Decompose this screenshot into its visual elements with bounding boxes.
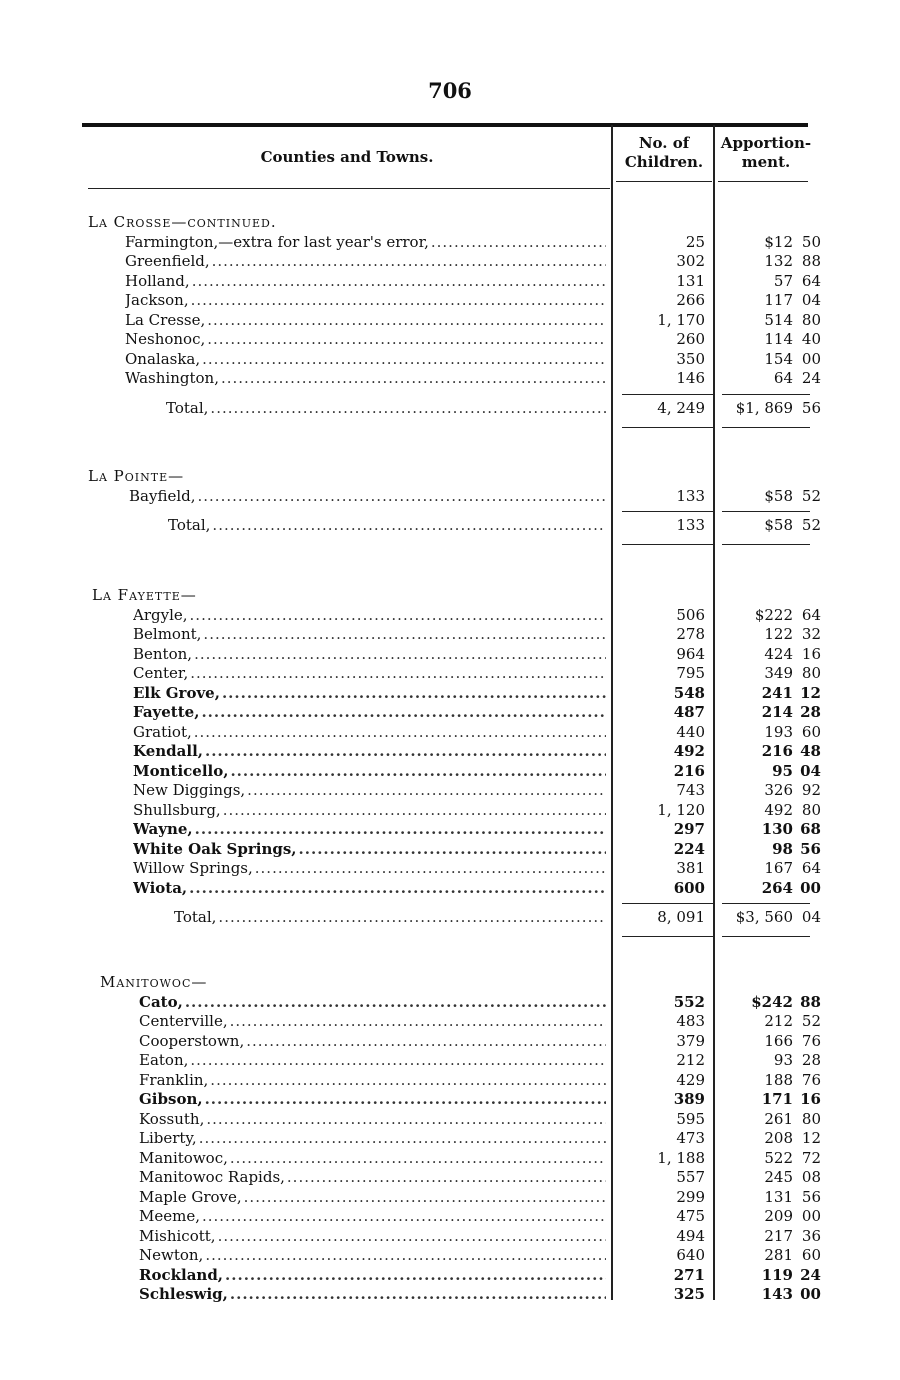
apportionment-dollars: 209 — [764, 1207, 793, 1225]
town-name — [125, 368, 606, 388]
table-row — [0, 741, 900, 761]
table-row — [0, 271, 900, 291]
apportionment-dollars: 64 — [773, 369, 793, 387]
table-row — [0, 290, 900, 310]
town-name — [139, 1245, 606, 1265]
apportionment-dollars: 154 — [764, 349, 793, 368]
total-rule — [622, 903, 714, 904]
town-name — [133, 800, 606, 820]
table-row — [0, 329, 900, 349]
children-count: 595 — [676, 1109, 705, 1128]
children-count: 964 — [676, 644, 705, 663]
apportionment-dollars: 217 — [764, 1226, 793, 1245]
table-row — [0, 644, 900, 664]
children-count: 1, 188 — [657, 1148, 705, 1167]
town-name-text: Greenfield, — [125, 252, 210, 270]
town-name-text: Monticello, — [133, 761, 229, 780]
children-count: 350 — [676, 349, 705, 368]
children-count: 381 — [676, 859, 705, 877]
apportionment-cents: 32 — [801, 625, 821, 643]
total-row — [0, 398, 900, 418]
town-name — [125, 329, 606, 349]
apportionment-dollars: 130 — [761, 820, 793, 838]
table-row — [0, 702, 900, 722]
table-row — [0, 683, 900, 703]
table-row — [0, 1265, 900, 1285]
table-row — [0, 1245, 900, 1265]
apportionment-cents: 24 — [801, 369, 821, 387]
children-count: 325 — [673, 1285, 705, 1303]
town-name — [133, 780, 606, 800]
town-name-text: Onalaska, — [125, 349, 201, 368]
apportionment-cents: 08 — [801, 1168, 821, 1186]
children-count: 146 — [676, 369, 705, 387]
apportionment-cents: 52 — [801, 516, 821, 534]
apportionment-cents: 16 — [801, 644, 821, 663]
children-count: 552 — [673, 992, 705, 1011]
town-name-text: Farmington,—extra for last year's error, — [125, 232, 429, 251]
town-name-text: Centerville, — [139, 1012, 228, 1030]
children-count: 600 — [673, 878, 705, 897]
town-name-text: Cooperstown, — [139, 1031, 245, 1050]
apportionment-dollars: 193 — [764, 722, 793, 741]
apportionment-cents: 04 — [801, 908, 821, 926]
total-rule — [722, 903, 810, 904]
table-row — [0, 1148, 900, 1168]
apportionment-cents: 52 — [801, 486, 821, 505]
children-count: 216 — [673, 761, 705, 780]
town-name — [133, 644, 606, 664]
table-row — [0, 1109, 900, 1129]
apportionment-dollars: 131 — [764, 1187, 793, 1206]
town-name — [133, 858, 606, 878]
children-count: 278 — [676, 625, 705, 643]
town-name — [133, 663, 606, 683]
total-rule — [722, 511, 810, 512]
town-name — [125, 349, 606, 369]
children-count: 260 — [676, 330, 705, 348]
town-name-text: Argyle, — [133, 605, 188, 624]
town-name-text: White Oak Springs, — [133, 839, 297, 858]
apportionment-dollars: 492 — [764, 800, 793, 819]
apportionment-cents: 12 — [800, 683, 821, 702]
children-count: 266 — [676, 291, 705, 309]
table-row — [0, 251, 900, 271]
children-count: 379 — [676, 1031, 705, 1050]
apportionment-dollars: $58 — [764, 486, 793, 505]
total-label-text: Total, — [168, 516, 211, 534]
table-row — [0, 780, 900, 800]
apportionment-cents: 64 — [801, 271, 821, 290]
apportionment-dollars: 241 — [761, 683, 793, 702]
children-count: 473 — [676, 1129, 705, 1147]
table-row — [0, 310, 900, 330]
apportionment-cents: 28 — [800, 703, 821, 721]
apportionment-cents: 56 — [800, 839, 821, 858]
table-row — [0, 624, 900, 644]
children-count: 4, 249 — [657, 398, 705, 417]
apportionment-dollars: 119 — [761, 1265, 793, 1284]
apportionment-cents: 00 — [801, 1207, 821, 1225]
children-count: 429 — [676, 1070, 705, 1089]
table-row — [0, 1128, 900, 1148]
apportionment-cents: 24 — [800, 1265, 821, 1284]
apportionment-cents: 88 — [801, 252, 821, 270]
town-name — [139, 1089, 606, 1109]
apportionment-dollars: 93 — [773, 1051, 793, 1069]
table-row — [0, 992, 900, 1012]
table-row — [0, 800, 900, 820]
children-count: 1, 120 — [657, 800, 705, 819]
total-rule — [622, 511, 714, 512]
apportionment-dollars: $12 — [764, 232, 793, 251]
apportionment-cents: 36 — [801, 1226, 821, 1245]
apportionment-cents: 40 — [801, 330, 821, 348]
apportionment-cents: 60 — [801, 722, 821, 741]
apportionment-dollars: 326 — [764, 781, 793, 799]
town-name — [139, 1070, 606, 1090]
children-count: 224 — [673, 839, 705, 858]
town-name-text: Manitowoc Rapids, — [139, 1168, 285, 1186]
town-name — [133, 702, 606, 722]
apportionment-cents: 56 — [801, 1187, 821, 1206]
table-row — [0, 605, 900, 625]
town-name — [139, 1148, 606, 1168]
apportionment-cents: 64 — [801, 859, 821, 877]
table-row — [0, 349, 900, 369]
town-name — [139, 992, 606, 1012]
table-row — [0, 1206, 900, 1226]
table-row — [0, 1226, 900, 1246]
town-name-text: Holland, — [125, 271, 190, 290]
apportionment-dollars: 208 — [764, 1129, 793, 1147]
town-name — [125, 251, 606, 271]
table-row — [0, 1031, 900, 1051]
town-name-text: Fayette, — [133, 703, 200, 721]
apportionment-cents: 80 — [801, 664, 821, 682]
town-name — [139, 1167, 606, 1187]
table-row — [0, 486, 900, 506]
town-name-text: Manitowoc, — [139, 1148, 228, 1167]
town-name — [133, 605, 606, 625]
children-count: 302 — [676, 252, 705, 270]
table-row — [0, 1167, 900, 1187]
apportionment-cents: 50 — [801, 232, 821, 251]
town-name — [139, 1050, 606, 1070]
children-count: 795 — [676, 664, 705, 682]
total-label — [166, 398, 606, 418]
apportionment-cents: 00 — [801, 349, 821, 368]
page-number: 706 — [428, 78, 472, 103]
apportionment-dollars: 245 — [764, 1168, 793, 1186]
town-name — [133, 722, 606, 742]
apportionment-cents: 76 — [801, 1070, 821, 1089]
apportionment-dollars: 212 — [764, 1012, 793, 1030]
total-rule — [622, 394, 714, 395]
town-name — [139, 1226, 606, 1246]
total-double-rule — [622, 936, 714, 937]
town-name-text: Cato, — [139, 992, 183, 1011]
apportionment-dollars: 424 — [764, 644, 793, 663]
town-name — [133, 878, 606, 898]
children-count: 25 — [685, 232, 705, 251]
table-row — [0, 819, 900, 839]
town-name-text: La Cresse, — [125, 310, 206, 329]
apportionment-dollars: 514 — [764, 310, 793, 329]
apportionment-cents: 04 — [800, 761, 821, 780]
town-name-text: Gratiot, — [133, 722, 192, 741]
apportionment-cents: 92 — [801, 781, 821, 799]
total-double-rule — [622, 544, 714, 545]
apportionment-cents: 00 — [800, 878, 821, 897]
children-count: 487 — [673, 703, 705, 721]
children-count: 483 — [676, 1012, 705, 1030]
apportionment-cents: 64 — [801, 605, 821, 624]
apportionment-dollars: $3, 560 — [735, 908, 793, 926]
county-heading: La Fayette— — [92, 586, 197, 604]
children-count: 297 — [673, 820, 705, 838]
table-row — [0, 232, 900, 252]
apportionment-cents: 48 — [800, 742, 821, 760]
table-row — [0, 858, 900, 878]
header-children-line1: No. of — [638, 134, 690, 152]
town-name-text: Wiota, — [133, 878, 188, 897]
apportionment-cents: 88 — [800, 992, 821, 1011]
town-name-text: Meeme, — [139, 1207, 200, 1225]
town-name-text: Bayfield, — [129, 486, 196, 505]
children-count: 640 — [676, 1246, 705, 1264]
table-row — [0, 761, 900, 781]
town-name — [139, 1031, 606, 1051]
apportionment-cents: 12 — [801, 1129, 821, 1147]
header-children-line2: Children. — [624, 153, 704, 171]
town-name-text: Rockland, — [139, 1265, 224, 1284]
children-count: 557 — [676, 1168, 705, 1186]
apportionment-dollars: 349 — [764, 664, 793, 682]
apportionment-dollars: 216 — [761, 742, 793, 760]
town-name-text: Schleswig, — [139, 1285, 228, 1303]
town-name-text: Jackson, — [125, 291, 189, 309]
apportionment-dollars: 522 — [764, 1148, 793, 1167]
table-row — [0, 878, 900, 898]
apportionment-cents: 80 — [801, 1109, 821, 1128]
county-heading: Manitowoc— — [100, 973, 208, 991]
table-row — [0, 1011, 900, 1031]
children-count: 212 — [676, 1051, 705, 1069]
town-name — [133, 683, 606, 703]
town-name — [129, 486, 606, 506]
total-double-rule — [722, 427, 810, 428]
apportionment-dollars: 214 — [761, 703, 793, 721]
header-counties-and-towns: Counties and Towns. — [260, 148, 434, 166]
apportionment-cents: 80 — [801, 800, 821, 819]
total-row — [0, 907, 900, 927]
apportionment-dollars: 264 — [761, 878, 793, 897]
total-row — [0, 515, 900, 535]
children-count: 494 — [676, 1226, 705, 1245]
town-name — [139, 1206, 606, 1226]
apportionment-cents: 16 — [800, 1090, 821, 1108]
children-count: 440 — [676, 722, 705, 741]
header-apportionment-line1: Apportion- — [720, 134, 812, 152]
town-name-text: New Diggings, — [133, 781, 246, 799]
town-name-text: Newton, — [139, 1246, 204, 1264]
apportionment-dollars: 132 — [764, 252, 793, 270]
town-name — [139, 1109, 606, 1129]
total-double-rule — [722, 936, 810, 937]
total-double-rule — [722, 544, 810, 545]
children-count: 299 — [676, 1187, 705, 1206]
header-apportionment-line2: ment. — [741, 153, 791, 171]
apportionment-dollars: $242 — [751, 992, 793, 1011]
town-name-text: Washington, — [125, 369, 219, 387]
town-name-text: Kossuth, — [139, 1109, 205, 1128]
table-row — [0, 368, 900, 388]
apportionment-dollars: 95 — [772, 761, 793, 780]
town-name — [125, 232, 606, 252]
town-name-text: Eaton, — [139, 1051, 189, 1069]
apportionment-dollars: 281 — [764, 1246, 793, 1264]
town-name — [133, 839, 606, 859]
apportionment-dollars: 117 — [764, 291, 793, 309]
town-name — [139, 1284, 606, 1304]
table-row — [0, 663, 900, 683]
county-heading: La Pointe— — [88, 467, 185, 485]
children-count: 492 — [673, 742, 705, 760]
children-count: 133 — [676, 486, 705, 505]
town-name-text: Neshonoc, — [125, 330, 206, 348]
town-name-text: Liberty, — [139, 1129, 197, 1147]
town-name-text: Belmont, — [133, 625, 202, 643]
apportionment-dollars: $58 — [764, 516, 793, 534]
table-row — [0, 839, 900, 859]
table-row — [0, 1050, 900, 1070]
apportionment-cents: 04 — [801, 291, 821, 309]
apportionment-cents: 80 — [801, 310, 821, 329]
town-name-text: Franklin, — [139, 1070, 209, 1089]
total-label — [168, 515, 606, 535]
children-count: 548 — [673, 683, 705, 702]
table-row — [0, 1070, 900, 1090]
town-name — [133, 761, 606, 781]
town-name — [139, 1187, 606, 1207]
apportionment-dollars: 166 — [764, 1031, 793, 1050]
children-count: 389 — [673, 1090, 705, 1108]
apportionment-cents: 28 — [801, 1051, 821, 1069]
apportionment-dollars: 261 — [764, 1109, 793, 1128]
apportionment-dollars: 188 — [764, 1070, 793, 1089]
town-name-text: Center, — [133, 664, 189, 682]
children-count: 475 — [676, 1207, 705, 1225]
town-name-text: Kendall, — [133, 742, 203, 760]
apportionment-cents: 68 — [800, 820, 821, 838]
town-name — [139, 1011, 606, 1031]
apportionment-cents: 76 — [801, 1031, 821, 1050]
town-name — [133, 624, 606, 644]
table-row — [0, 1284, 900, 1304]
total-label-text: Total, — [174, 908, 217, 926]
apportionment-dollars: 171 — [761, 1090, 793, 1108]
children-count: 8, 091 — [657, 908, 705, 926]
apportionment-cents: 00 — [800, 1285, 821, 1303]
apportionment-cents: 60 — [801, 1246, 821, 1264]
children-count: 271 — [673, 1265, 705, 1284]
town-name-text: Shullsburg, — [133, 800, 221, 819]
town-name — [133, 819, 606, 839]
table-row — [0, 1089, 900, 1109]
children-count: 1, 170 — [657, 310, 705, 329]
town-name-text: Willow Springs, — [133, 859, 253, 877]
apportionment-cents: 56 — [801, 398, 821, 417]
total-double-rule — [622, 427, 714, 428]
town-name-text: Mishicott, — [139, 1226, 216, 1245]
town-name — [139, 1265, 606, 1285]
apportionment-cents: 72 — [801, 1148, 821, 1167]
town-name — [125, 290, 606, 310]
table-row — [0, 1187, 900, 1207]
total-rule — [722, 394, 810, 395]
total-label — [174, 907, 606, 927]
children-count: 131 — [676, 271, 705, 290]
town-name-text: Wayne, — [133, 820, 193, 838]
town-name — [125, 310, 606, 330]
apportionment-dollars: 143 — [761, 1285, 793, 1303]
children-count: 743 — [676, 781, 705, 799]
apportionment-dollars: 114 — [764, 330, 793, 348]
total-label-text: Total, — [166, 398, 209, 417]
apportionment-dollars: 57 — [773, 271, 793, 290]
county-heading: La Crosse—continued. — [88, 213, 277, 231]
town-name — [125, 271, 606, 291]
town-name-text: Benton, — [133, 644, 193, 663]
apportionment-cents: 52 — [801, 1012, 821, 1030]
town-name — [133, 741, 606, 761]
children-count: 133 — [676, 516, 705, 534]
children-count: 506 — [676, 605, 705, 624]
town-name-text: Maple Grove, — [139, 1187, 242, 1206]
table-row — [0, 722, 900, 742]
apportionment-dollars: $222 — [754, 605, 793, 624]
town-name-text: Gibson, — [139, 1090, 203, 1108]
town-name — [139, 1128, 606, 1148]
apportionment-dollars: $1, 869 — [735, 398, 793, 417]
apportionment-dollars: 167 — [764, 859, 793, 877]
town-name-text: Elk Grove, — [133, 683, 220, 702]
apportionment-dollars: 98 — [772, 839, 793, 858]
apportionment-dollars: 122 — [764, 625, 793, 643]
